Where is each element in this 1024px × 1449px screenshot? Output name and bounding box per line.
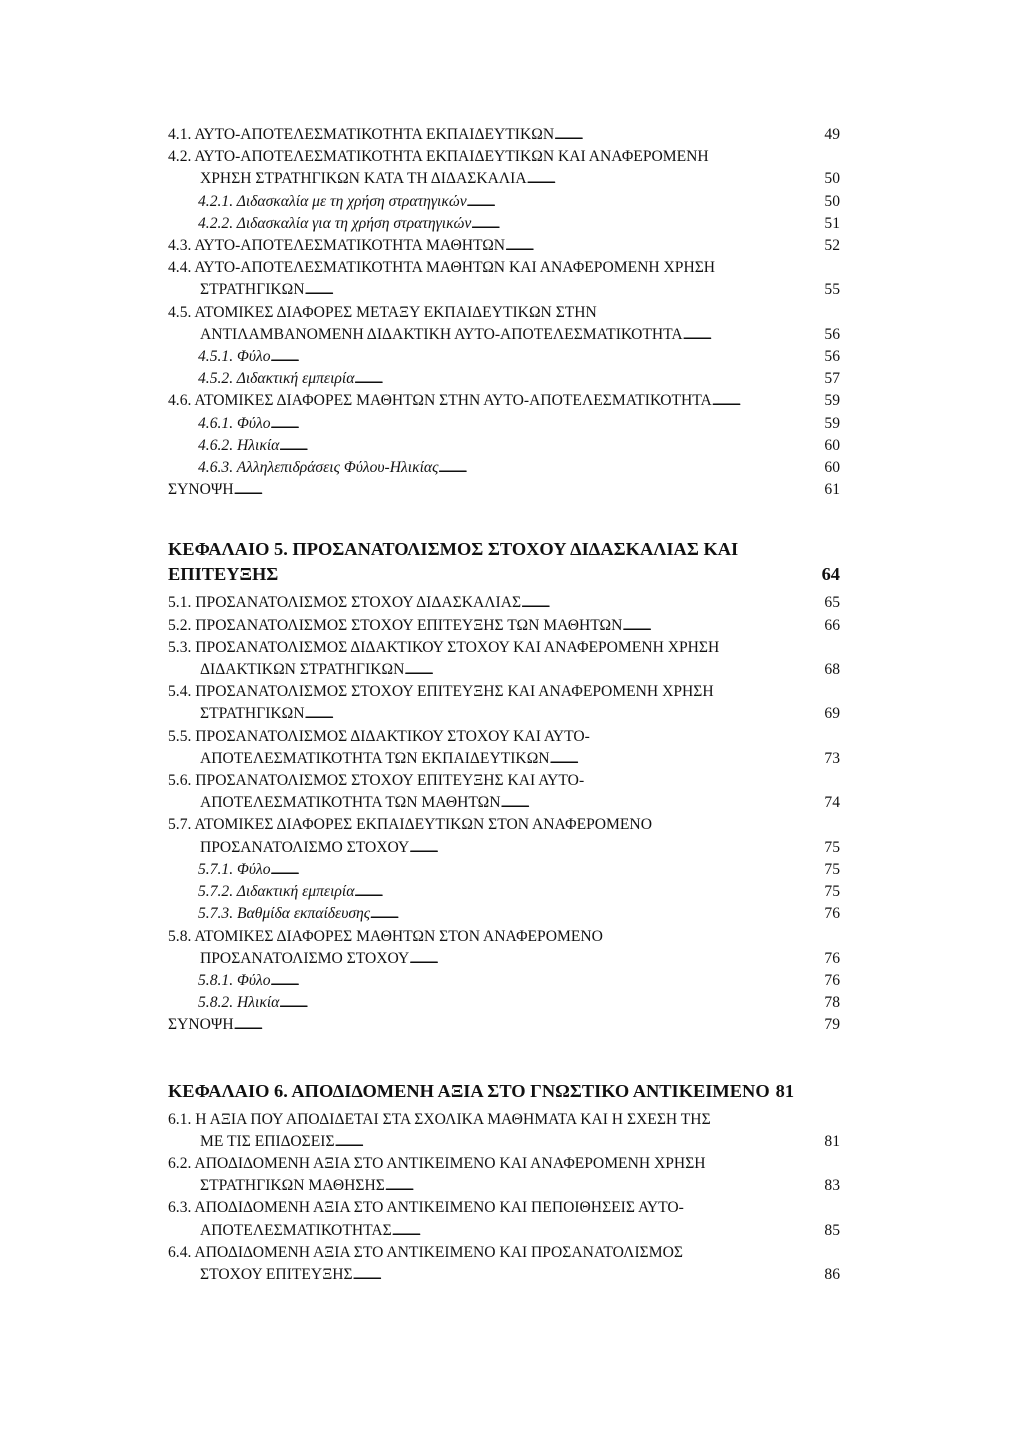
toc-entry-5-4[interactable]: 5.4. ΠΡΟΣΑΝΑΤΟΛΙΣΜΟΣ ΣΤΟΧΟΥ ΕΠΙΤΕΥΞΗΣ ΚΑΙ ΑΝΑΦΕΡΟΜΕΝΗ ΧΡΗΣΗ ΣΤΡΑΤΗΓΙΚΩΝ . . . 69	[168, 681, 840, 725]
toc-entry-5-3[interactable]: 5.3. ΠΡΟΣΑΝΑΤΟΛΙΣΜΟΣ ΔΙΔΑΚΤΙΚΟΥ ΣΤΟΧΟΥ ΚΑΙ ΑΝΑΦΕΡΟΜΕΝΗ ΧΡΗΣΗ ΔΙΔΑΚΤΙΚΩΝ ΣΤΡΑΤΗΓΙΚΩΝ . . . 68	[168, 637, 840, 681]
toc-chapter-5[interactable]: ΚΕΦΑΛΑΙΟ 5. ΠΡΟΣΑΝΑΤΟΛΙΣΜΟΣ ΣΤΟΧΟΥ ΔΙΔΑΣΚΑΛΙΑΣ ΚΑΙ ΕΠΙΤΕΥΞΗΣ 64	[168, 539, 840, 585]
toc-entry-5-7-3[interactable]: 5.7.3. Βαθμίδα εκπαίδευσης . . . 76	[168, 903, 840, 925]
toc-entry-4-5-1[interactable]: 4.5.1. Φύλο . . . 56	[168, 346, 840, 368]
toc-entry-4-3[interactable]: 4.3. ΑΥΤΟ-ΑΠΟΤΕΛΕΣΜΑΤΙΚΟΤΗΤΑ ΜΑΘΗΤΩΝ . . . 52	[168, 235, 840, 257]
toc-entry-5-5[interactable]: 5.5. ΠΡΟΣΑΝΑΤΟΛΙΣΜΟΣ ΔΙΔΑΚΤΙΚΟΥ ΣΤΟΧΟΥ ΚΑΙ ΑΥΤΟ- ΑΠΟΤΕΛΕΣΜΑΤΙΚΟΤΗΤΑ ΤΩΝ ΕΚΠΑΙΔΕΥΤΙΚΩΝ . . . 73	[168, 726, 840, 770]
toc-entry-6-1[interactable]: 6.1. Η ΑΞΙΑ ΠΟΥ ΑΠΟΔΙΔΕΤΑΙ ΣΤΑ ΣΧΟΛΙΚΑ ΜΑΘΗΜΑΤΑ ΚΑΙ Η ΣΧΕΣΗ ΤΗΣ ΜΕ ΤΙΣ ΕΠΙΔΟΣΕΙΣ . . . 81	[168, 1109, 840, 1153]
toc-entry-4-6-3[interactable]: 4.6.3. Αλληλεπιδράσεις Φύλου-Ηλικίας . . . 60	[168, 457, 840, 479]
toc-entry-4-6-2[interactable]: 4.6.2. Ηλικία . . . 60	[168, 435, 840, 457]
toc-entry-4-5-2[interactable]: 4.5.2. Διδακτική εμπειρία . . . 57	[168, 368, 840, 390]
toc-entry-4-6[interactable]: 4.6. ΑΤΟΜΙΚΕΣ ΔΙΑΦΟΡΕΣ ΜΑΘΗΤΩΝ ΣΤΗΝ ΑΥΤΟ-ΑΠΟΤΕΛΕΣΜΑΤΙΚΟΤΗΤΑ . . . 59	[168, 390, 840, 412]
toc-entry-6-4[interactable]: 6.4. ΑΠΟΔΙΔΟΜΕΝΗ ΑΞΙΑ ΣΤΟ ΑΝΤΙΚΕΙΜΕΝΟ ΚΑΙ ΠΡΟΣΑΝΑΤΟΛΙΣΜΟΣ ΣΤΟΧΟΥ ΕΠΙΤΕΥΞΗΣ . . . 86	[168, 1242, 840, 1286]
toc-entry-4-4[interactable]: 4.4. ΑΥΤΟ-ΑΠΟΤΕΛΕΣΜΑΤΙΚΟΤΗΤΑ ΜΑΘΗΤΩΝ ΚΑΙ ΑΝΑΦΕΡΟΜΕΝΗ ΧΡΗΣΗ ΣΤΡΑΤΗΓΙΚΩΝ . . . 55	[168, 257, 840, 301]
toc-chapter-6[interactable]: ΚΕΦΑΛΑΙΟ 6. ΑΠΟΔΙΔΟΜΕΝΗ ΑΞΙΑ ΣΤΟ ΓΝΩΣΤΙΚΟ ΑΝΤΙΚΕΙΜΕΝΟ 81	[168, 1080, 795, 1101]
toc-entry-4-2-2[interactable]: 4.2.2. Διδασκαλία για τη χρήση στρατηγικών . . . 51	[168, 213, 840, 235]
toc-entry-4-2[interactable]: 4.2. ΑΥΤΟ-ΑΠΟΤΕΛΕΣΜΑΤΙΚΟΤΗΤΑ ΕΚΠΑΙΔΕΥΤΙΚΩΝ ΚΑΙ ΑΝΑΦΕΡΟΜΕΝΗ ΧΡΗΣΗ ΣΤΡΑΤΗΓΙΚΩΝ ΚΑΤΑ ΤΗ ΔΙΔΑΣΚΑΛΙΑ . . . 50	[168, 146, 840, 190]
toc-entry-5-6[interactable]: 5.6. ΠΡΟΣΑΝΑΤΟΛΙΣΜΟΣ ΣΤΟΧΟΥ ΕΠΙΤΕΥΞΗΣ ΚΑΙ ΑΥΤΟ- ΑΠΟΤΕΛΕΣΜΑΤΙΚΟΤΗΤΑ ΤΩΝ ΜΑΘΗΤΩΝ . . . 74	[168, 770, 840, 814]
table-of-contents	[168, 124, 840, 1286]
toc-entry-4-2-1[interactable]: 4.2.1. Διδασκαλία με τη χρήση στρατηγικών . . . 50	[168, 191, 840, 213]
toc-entry-5-8-2[interactable]: 5.8.2. Ηλικία . . . 78	[168, 992, 840, 1014]
toc-entry-5-8[interactable]: 5.8. ΑΤΟΜΙΚΕΣ ΔΙΑΦΟΡΕΣ ΜΑΘΗΤΩΝ ΣΤΟΝ ΑΝΑΦΕΡΟΜΕΝΟ ΠΡΟΣΑΝΑΤΟΛΙΣΜΟ ΣΤΟΧΟΥ . . . 76	[168, 926, 840, 970]
toc-entry-5-7-1[interactable]: 5.7.1. Φύλο . . . 75	[168, 859, 840, 881]
toc-entry-4-6-1[interactable]: 4.6.1. Φύλο . . . 59	[168, 413, 840, 435]
toc-entry-6-3[interactable]: 6.3. ΑΠΟΔΙΔΟΜΕΝΗ ΑΞΙΑ ΣΤΟ ΑΝΤΙΚΕΙΜΕΝΟ ΚΑΙ ΠΕΠΟΙΘΗΣΕΙΣ ΑΥΤΟ- ΑΠΟΤΕΛΕΣΜΑΤΙΚΟΤΗΤΑΣ . . . 85	[168, 1197, 840, 1241]
toc-entry-4-1[interactable]: 4.1. ΑΥΤΟ-ΑΠΟΤΕΛΕΣΜΑΤΙΚΟΤΗΤΑ ΕΚΠΑΙΔΕΥΤΙΚΩΝ . . . 49	[168, 124, 840, 146]
toc-entry-5-2[interactable]: 5.2. ΠΡΟΣΑΝΑΤΟΛΙΣΜΟΣ ΣΤΟΧΟΥ ΕΠΙΤΕΥΞΗΣ ΤΩΝ ΜΑΘΗΤΩΝ . . . 66	[168, 615, 840, 637]
toc-entry-5-7-2[interactable]: 5.7.2. Διδακτική εμπειρία . . . 75	[168, 881, 840, 903]
toc-entry-5-8-1[interactable]: 5.8.1. Φύλο . . . 76	[168, 970, 840, 992]
toc-entry-5-7[interactable]: 5.7. ΑΤΟΜΙΚΕΣ ΔΙΑΦΟΡΕΣ ΕΚΠΑΙΔΕΥΤΙΚΩΝ ΣΤΟΝ ΑΝΑΦΕΡΟΜΕΝΟ ΠΡΟΣΑΝΑΤΟΛΙΣΜΟ ΣΤΟΧΟΥ . . . 75	[168, 814, 840, 858]
toc-entry-5-1[interactable]: 5.1. ΠΡΟΣΑΝΑΤΟΛΙΣΜΟΣ ΣΤΟΧΟΥ ΔΙΔΑΣΚΑΛΙΑΣ . . . 65	[168, 592, 840, 614]
toc-entry-summary-4[interactable]: ΣΥΝΟΨΗ . . . 61	[168, 479, 840, 501]
toc-entry-4-5[interactable]: 4.5. ΑΤΟΜΙΚΕΣ ΔΙΑΦΟΡΕΣ ΜΕΤΑΞΥ ΕΚΠΑΙΔΕΥΤΙΚΩΝ ΣΤΗΝ ΑΝΤΙΛΑΜΒΑΝΟΜΕΝΗ ΔΙΔΑΚΤΙΚΗ ΑΥΤΟ-ΑΠΟΤΕΛΕΣΜΑΤΙΚΟΤΗΤΑ . . . 56	[168, 302, 840, 346]
toc-entry-summary-5[interactable]: ΣΥΝΟΨΗ . . . 79	[168, 1014, 840, 1036]
toc-entry-6-2[interactable]: 6.2. ΑΠΟΔΙΔΟΜΕΝΗ ΑΞΙΑ ΣΤΟ ΑΝΤΙΚΕΙΜΕΝΟ ΚΑΙ ΑΝΑΦΕΡΟΜΕΝΗ ΧΡΗΣΗ ΣΤΡΑΤΗΓΙΚΩΝ ΜΑΘΗΣΗΣ . . . 83	[168, 1153, 840, 1197]
